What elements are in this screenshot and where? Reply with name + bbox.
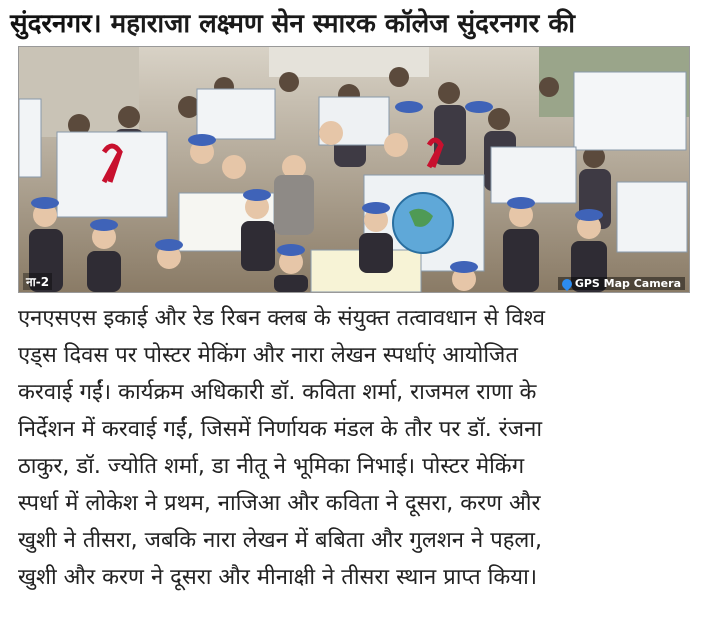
headline (10, 4, 694, 44)
article-body (18, 300, 690, 596)
article-line: करवाई गईं। कार्यक्रम अधिकारी डॉ. कविता शर्मा, राजमल राणा के (18, 380, 537, 405)
map-pin-icon (560, 276, 574, 290)
gps-camera-tag (558, 277, 685, 290)
article-line: खुशी और करण ने दूसरा और मीनाक्षी ने तीसरा स्थान प्राप्त किया। (18, 565, 538, 590)
gps-camera-label: GPS Map Camera (574, 277, 681, 290)
headline-place: सुंदरनगर। (10, 9, 102, 39)
photo-illustration (19, 47, 689, 292)
photo-credit: ना-2 (23, 273, 52, 290)
headline-text: महाराजा लक्ष्मण सेन स्मारक कॉलेज सुंदरनगर की (110, 9, 576, 39)
article-line: एड्स दिवस पर पोस्टर मेकिंग और नारा लेखन स्पर्धाएं आयोजित (18, 343, 518, 368)
article-line: निर्देशन में करवाई गईं, जिसमें निर्णायक मंडल के तौर पर डॉ. रंजना (18, 417, 543, 442)
news-photo (18, 46, 690, 293)
article-line: ठाकुर, डॉ. ज्योति शर्मा, डा नीतू ने भूमिका निभाई। पोस्टर मेकिंग (18, 454, 525, 479)
article-line: स्पर्धा में लोकेश ने प्रथम, नाजिआ और कविता ने दूसरा, करण और (18, 491, 541, 516)
article-line: खुशी ने तीसरा, जबकि नारा लेखन में बबिता और गुलशन ने पहला, (18, 528, 542, 553)
article-line: एनएसएस इकाई और रेड रिबन क्लब के संयुक्त तत्वावधान से विश्व (18, 306, 546, 331)
